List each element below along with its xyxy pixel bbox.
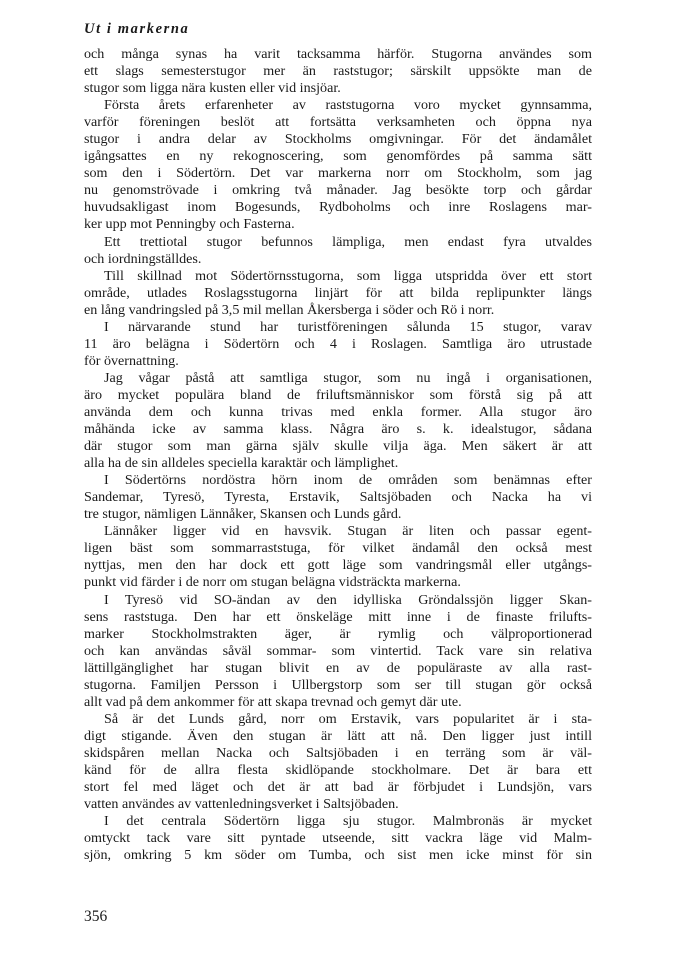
text-line: Ett trettiotal stugor befunnos lämpliga, men endast fyra utvaldes [104, 233, 592, 250]
text-line: använda dem och kunna trivas med enkla former. Alla stugor äro [84, 403, 592, 420]
text-line: nyttjas, men den har dock ett gott läge som vandringsmål eller utgångs- [84, 557, 592, 574]
text-line: stugorna. Familjen Persson i Ullbergstorp som ser till stugan gör också [84, 676, 592, 693]
text-line: Sandemar, Tyresö, Tyresta, Erstavik, Saltsjöbaden och Nacka ha vi [84, 489, 592, 506]
text-line: I det centrala Södertörn ligga sju stugor. Malmbronäs är mycket [104, 813, 592, 830]
text-line: område, utlades Roslagsstugorna linjärt för att bilda replipunkter längs [84, 284, 592, 301]
text-line: en lång vandringsled på 3,5 mil mellan Åkersberga i söder och Rö i norr. [84, 301, 495, 318]
text-line: vatten användes av vattenledningsverket i Saltsjöbaden. [84, 796, 399, 813]
text-line: I Södertörns nordöstra hörn inom de områden som benämnas efter [104, 472, 592, 489]
text-line: måhända icke av samma klass. Några äro s. k. idealstugor, sådana [84, 421, 592, 438]
text-line: huvudsakligast inom Bogesunds, Rydboholms och inre Roslagens mar- [84, 199, 592, 216]
text-line: allt vad på dem ankommer för att skapa trevnad och gemyt där ute. [84, 693, 462, 710]
text-line: där stugor som man gärna själv skulle vilja äga. Men säkert är att [84, 438, 592, 455]
text-line: och kan användas såväl sommar- som vintertid. Tack vare sin relativa [84, 642, 592, 659]
text-line: I Tyresö vid SO-ändan av den idylliska Gröndalssjön ligger Skan- [104, 591, 592, 608]
body-text [84, 46, 592, 864]
text-line: lättillgänglighet har stugan blivit en av de populäraste av alla rast- [84, 659, 592, 676]
text-line: I närvarande stund har turistföreningen sålunda 15 stugor, varav [104, 318, 592, 335]
text-line: tre stugor, nämligen Lännåker, Skansen och Lunds gård. [84, 506, 402, 523]
text-line: sjön, omkring 5 km söder om Tumba, och sist men icke minst för sin [84, 847, 592, 864]
text-line: äro mycket populära bland de friluftsmänniskor som förstå sig på att [84, 386, 592, 403]
text-line: ligen bäst som sommarraststuga, för vilket ändamål den också mest [84, 540, 592, 557]
text-line: som den i Södertörn. Det var markerna norr om Stockholm, som jag [84, 165, 592, 182]
text-line: Lännåker ligger vid en havsvik. Stugan är liten och passar egent- [104, 523, 592, 540]
text-line: stort fel med läget och det är att bad är förbjudet i Lundsjön, vars [84, 779, 592, 796]
text-line: digt stigande. Även den stugan är lätt att nå. Den ligger just intill [84, 727, 592, 744]
text-line: stugor i andra delar av Stockholms omgivningar. För det ändamålet [84, 131, 592, 148]
text-line: och många synas ha varit tacksamma härför. Stugorna användes som [84, 46, 592, 62]
text-line: nu genomströvade i omkring två månader. Jag besökte torp och gårdar [84, 182, 592, 199]
text-line: för övernattning. [84, 352, 179, 369]
text-line: Jag vågar påstå att samtliga stugor, som nu ingå i organisationen, [104, 369, 592, 386]
text-line: 11 äro belägna i Södertörn och 4 i Roslagen. Samtliga äro utrustade [84, 335, 592, 352]
text-line: Första årets erfarenheter av raststugorna voro mycket gynnsamma, [104, 97, 592, 114]
text-line: skidspåren mellan Nacka och Saltsjöbaden i en terräng som är väl- [84, 744, 592, 761]
text-line: marker Stockholmstrakten äger, är rymlig och välproportionerad [84, 625, 592, 642]
text-line: Till skillnad mot Södertörnsstugorna, som ligga utspridda över ett stort [104, 267, 592, 284]
text-line: omtyckt tack vare sitt pyntade utseende, sitt vackra läge vid Malm- [84, 830, 592, 847]
page-number: 356 [84, 908, 108, 925]
text-line: och iordningställdes. [84, 250, 202, 267]
text-line: igångsattes en ny rekognoscering, som genomfördes på samma sätt [84, 148, 592, 165]
text-line: ett slags semesterstugor mer än raststugor; särskilt uppsökte man de [84, 63, 592, 80]
text-line: känd för de allra flesta skidlöpande stockholmare. Det är bara ett [84, 761, 592, 778]
text-line: varför föreningen beslöt att fortsätta verksamheten och öppna nya [84, 114, 592, 131]
text-line: ker upp mot Penningby och Fasterna. [84, 216, 295, 233]
text-line: alla ha de sin alldeles speciella karaktär och lämplighet. [84, 455, 399, 472]
text-line: stugor som ligga nära kusten eller vid insjöar. [84, 80, 341, 97]
text-line: Så är det Lunds gård, norr om Erstavik, vars popularitet är i sta- [104, 710, 592, 727]
text-line: punkt vid färder i de norr om stugan belägna vidsträckta markerna. [84, 574, 461, 591]
text-line: sens raststuga. Den har ett önskeläge mitt inne i de finaste frilufts- [84, 608, 592, 625]
running-head: Ut i markerna [84, 21, 190, 37]
